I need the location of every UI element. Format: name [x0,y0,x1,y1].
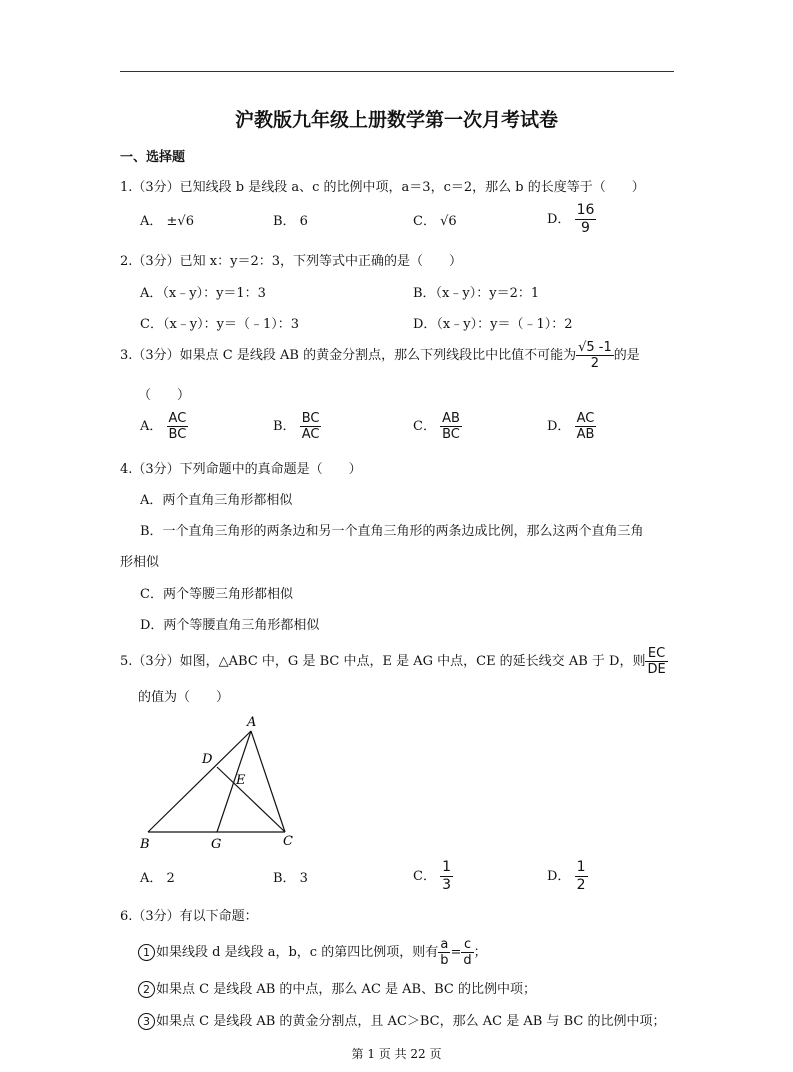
q6-item-3 [138,1010,665,1030]
fraction-denominator: BC [442,427,460,442]
q5-option-d [547,859,588,894]
fraction-a-over-b [438,937,450,968]
fraction-denominator: b [440,953,449,968]
q5-option-d-label: D． [547,869,571,884]
circled-number: 3 [138,1013,155,1030]
page-title: 沪教版九年级上册数学第一次月考试卷 [234,109,558,131]
q5-option-b: B． 3 [273,871,308,886]
label-b: B [140,837,150,852]
header-rule [120,71,674,72]
q1-stem: 1.（3分）已知线段 b 是线段 a、c 的比例中项，a＝3，c＝2，那么 b 的长度等于（ ） [120,180,645,195]
q4-stem: 4.（3分）下列命题中的真命题是（ ） [120,462,362,477]
q3-option-a-fraction [167,411,189,442]
label-d: D [202,752,213,767]
q1-option-c: C． √6 [413,214,457,229]
q2-option-d: D．（x﹣y）：y＝（﹣1）：2 [413,317,573,332]
q1-option-d-fraction [575,202,597,237]
q6-stem: 6.（3分）有以下命题： [120,909,258,924]
q3-stem-tail: 的是 [613,348,640,363]
fraction-numerator: AC [167,411,189,427]
q3-option-c-label: C． [413,419,436,434]
q5-stem-line2: 的值为（ ） [138,690,230,705]
side-ac [251,731,285,832]
q3-stem [120,340,640,371]
q4-option-b: B．一个直角三角形的两条边和另一个直角三角形的两条边成比例，那么这两个直角三角 [140,524,644,539]
segment-ag [217,731,251,832]
q2-stem: 2.（3分）已知 x：y＝2：3，下列等式中正确的是（ ） [120,254,463,269]
q3-option-d-fraction [575,411,597,442]
q1-option-a: A． ±√6 [140,214,194,229]
fraction-denominator: d [463,953,472,968]
q6-item-1-text: 如果线段 d 是线段 a，b，c 的第四比例项，则有 [156,945,439,960]
label-a: A [247,715,257,730]
section-heading: 一、选择题 [120,150,186,165]
q3-option-b-label: B． [273,419,296,434]
fraction-denominator: 9 [581,220,590,236]
q3-option-d [547,411,596,442]
q4-option-b-cont: 形相似 [120,555,160,570]
q3-stem-text: 3.（3分）如果点 C 是线段 AB 的黄金分割点，那么下列线段比中比值不可能为 [120,348,577,363]
q5-option-c-label: C． [413,869,436,884]
q5-stem [120,646,668,677]
q3-option-d-label: D． [547,419,571,434]
q4-option-c: C．两个等腰三角形都相似 [140,587,293,602]
q1-option-b: B． 6 [273,214,308,229]
label-e: E [236,773,246,788]
fraction-numerator: a [438,937,450,953]
fraction-numerator: EC [645,646,667,662]
circled-number: 1 [138,944,155,961]
q3-option-a [140,411,188,442]
fraction-numerator: AB [442,411,460,426]
circled-number: 2 [138,981,155,998]
q5-stem-text: 5.（3分）如图，△ABC 中，G 是 BC 中点，E 是 AG 中点，CE 的延长线交 AB 于 D，则 [120,654,646,669]
q5-option-d-fraction [575,859,588,894]
fraction-numerator: AC [575,411,597,427]
q2-option-a: A．（x﹣y）：y＝1：3 [140,286,266,301]
fraction-denominator: BC [168,427,187,442]
fraction-numerator: 1 [442,859,452,875]
fraction-c-over-d [461,937,473,968]
q3-option-a-label: A． [140,419,163,434]
fraction-numerator: c [461,937,473,953]
page-footer: 第 1 页 共 22 页 [351,1047,442,1061]
q3-stem-fraction [576,340,614,371]
q2-option-c: C．（x﹣y）：y＝（﹣1）：3 [140,317,300,332]
fraction-denominator: AB [576,427,595,442]
equals-sign: = [450,945,462,960]
q3-option-b [273,411,321,442]
segment-cd [217,767,285,832]
fraction-numerator: BC [301,411,320,426]
fraction-numerator: 16 [576,202,595,218]
fraction-numerator: √5 -1 [578,340,612,355]
q1-option-d [547,202,596,237]
label-c: C [283,834,293,849]
q6-item-1-tail: ； [473,945,487,960]
q6-item-3-text: 如果点 C 是线段 AB 的黄金分割点，且 AC＞BC，那么 AC 是 AB 与 BC 的比例中项； [156,1014,666,1029]
q5-triangle-figure [140,712,310,852]
q1-option-d-label: D． [547,212,571,227]
q6-item-2 [138,978,536,998]
q6-item-2-text: 如果点 C 是线段 AB 的中点，那么 AC 是 AB、BC 的比例中项； [156,982,536,997]
q3-option-c [413,411,462,442]
q5-option-c [413,859,453,894]
fraction-denominator: AC [301,427,320,442]
q4-option-d: D．两个等腰直角三角形都相似 [140,618,320,633]
fraction-denominator: DE [647,662,666,677]
q3-option-c-fraction [440,411,462,442]
q3-answer-paren: （ ） [138,388,191,403]
q5-option-a: A． 2 [140,871,175,886]
q3-option-b-fraction [300,411,322,442]
q5-option-c-fraction [440,859,453,894]
fraction-denominator: 2 [590,356,600,371]
fraction-numerator: 1 [576,859,586,875]
label-g: G [211,837,222,852]
q2-option-b: B．（x﹣y）：y＝2：1 [413,286,540,301]
fraction-denominator: 2 [576,877,586,893]
q5-stem-fraction [645,646,667,677]
q6-item-1 [138,937,487,968]
q4-option-a: A．两个直角三角形都相似 [140,493,293,508]
fraction-denominator: 3 [442,877,452,893]
